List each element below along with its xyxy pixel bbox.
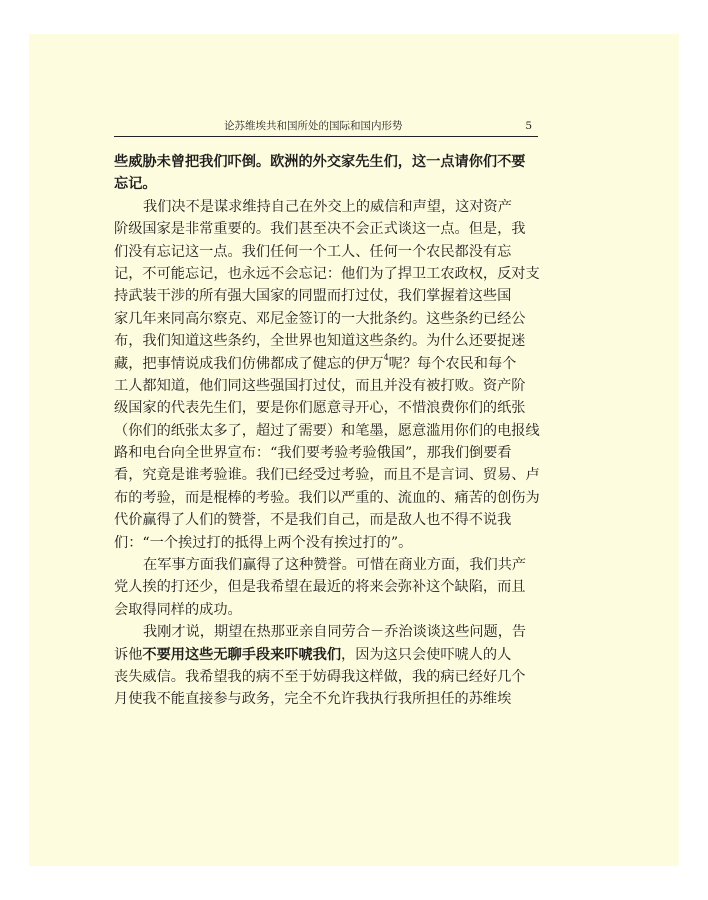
text-line xyxy=(114,241,544,263)
text-line xyxy=(114,173,544,195)
text-line xyxy=(114,509,544,531)
line-text: 丧失威信。我希望我的病不至于妨碍我这样做，我的病已经好几个 xyxy=(114,668,526,685)
line-text: 路和电台向全世界宣布：“我们要考验考验俄国”，那我们倒要看 xyxy=(114,445,512,462)
line-text: 看，究竟是谁考验谁。我们已经受过考验，而且不是言词、贸易、卢 xyxy=(114,467,540,484)
line-text: 我们决不是谋求维持自己在外交上的威信和声望，这对资产 xyxy=(143,198,512,215)
line-text: 党人挨的打还少，但是我希望在最近的将来会弥补这个缺陷，而且 xyxy=(114,579,526,596)
line-text: ，因为这只会使吓唬人的人 xyxy=(341,646,512,663)
running-title: 论苏维埃共和国所处的国际和国内形势 xyxy=(224,120,403,132)
text-line xyxy=(114,688,544,710)
line-text: 我刚才说，期望在热那亚亲自同劳合－乔治谈谈这些问题，告 xyxy=(143,624,527,641)
text-line xyxy=(114,263,544,285)
line-text: 在军事方面我们赢得了这种赞誉。可惜在商业方面，我们共产 xyxy=(143,557,527,574)
text-line xyxy=(114,285,544,307)
line-text: 持武装干涉的所有强大国家的同盟而打过仗，我们掌握着这些国 xyxy=(114,288,512,305)
text-line xyxy=(114,375,544,397)
page-number: 5 xyxy=(525,120,532,132)
text-line xyxy=(114,397,544,419)
text-line xyxy=(114,554,544,576)
bold-text: 些威胁未曾把我们吓倒。欧洲的外交家先生们，这一点请你们不要 xyxy=(114,154,526,170)
text-line xyxy=(114,487,544,509)
line-text: 呢？每个农民和每个 xyxy=(388,355,517,372)
text-line xyxy=(114,353,544,375)
line-text: 级国家的代表先生们，要是你们愿意寻开心，不惜浪费你们的纸张 xyxy=(114,400,526,417)
text-line xyxy=(114,464,544,486)
text-line xyxy=(114,330,544,352)
line-text: 布的考验，而是棍棒的考验。我们以严重的、流血的、痛苦的创伤为 xyxy=(114,489,540,506)
text-line xyxy=(114,308,544,330)
text-line xyxy=(114,576,544,598)
footnote-marker: 4 xyxy=(383,352,389,362)
line-text: 代价赢得了人们的赞誉，不是我们自己，而是敌人也不得不说我 xyxy=(114,512,512,529)
body-text xyxy=(114,151,544,711)
text-line xyxy=(114,532,544,554)
line-text: 会取得同样的成功。 xyxy=(114,601,242,618)
line-text: 工人都知道，他们同这些强国打过仗，而且并没有被打败。资产阶 xyxy=(114,377,526,394)
line-text: 家几年来同高尔察克、邓尼金签订的一大批条约。这些条约已经公 xyxy=(114,310,526,327)
line-text: （你们的纸张太多了，超过了需要）和笔墨，愿意滥用你们的电报线 xyxy=(114,422,540,439)
text-line xyxy=(114,218,544,240)
bold-text: 忘记。 xyxy=(114,176,157,193)
line-text: 布，我们知道这些条约，全世界也知道这些条约。为什么还要捉迷 xyxy=(114,333,526,350)
text-line xyxy=(114,442,544,464)
text-line xyxy=(114,196,544,218)
line-text: 阶级国家是非常重要的。我们甚至决不会正式谈这一点。但是，我 xyxy=(114,221,526,238)
line-text: 月使我不能直接参与政务，完全不允许我执行我所担任的苏维埃 xyxy=(114,691,512,708)
text-line xyxy=(114,599,544,621)
line-text: 记，不可能忘记，也永远不会忘记：他们为了捍卫工农政权，反对支 xyxy=(114,265,540,282)
text-line xyxy=(114,151,544,173)
running-header xyxy=(114,116,538,137)
line-text: 藏，把事情说成我们仿佛都成了健忘的伊万 xyxy=(114,355,384,372)
text-line xyxy=(114,666,544,688)
line-text: 诉他 xyxy=(114,646,143,663)
line-text: 们没有忘记这一点。我们任何一个工人、任何一个农民都没有忘 xyxy=(114,243,512,260)
text-line xyxy=(114,644,544,666)
bold-text: 不要用这些无聊手段来吓唬我们 xyxy=(142,646,342,663)
line-text: 们：“一个挨过打的抵得上两个没有挨过打的”。 xyxy=(114,534,413,551)
text-line xyxy=(114,621,544,643)
text-line xyxy=(114,420,544,442)
